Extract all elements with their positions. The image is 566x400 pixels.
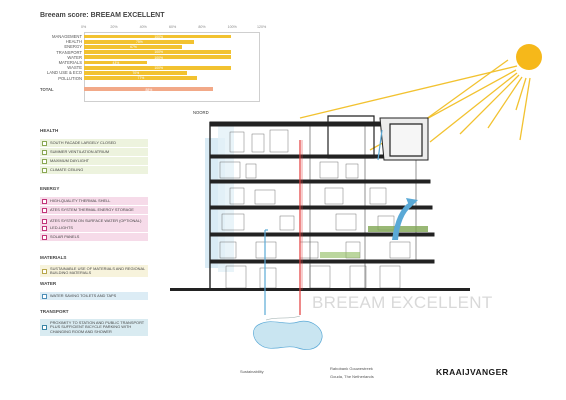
section-heading-energy: ENERGY xyxy=(40,186,60,191)
kraaijvanger-logo: KRAAIJVANGER xyxy=(436,367,509,377)
energy-icon xyxy=(42,199,47,204)
health-icon xyxy=(42,159,47,164)
axis-tick-label: 20% xyxy=(110,25,118,29)
bar-value-label: 67% xyxy=(130,45,137,50)
category-label: MATERIALS xyxy=(58,60,82,65)
list-item xyxy=(40,265,148,277)
sun-icon xyxy=(516,44,542,70)
list-item xyxy=(40,233,148,241)
materials-icon xyxy=(42,269,47,274)
list-item-label: SUSTAINABLE USE OF MATERIALS AND REGIONAL BUILDING MATERIALS xyxy=(50,265,146,275)
list-item-label: WATER SAVING TOILETS AND TAPS xyxy=(50,292,117,298)
category-label: HEALTH xyxy=(65,39,82,45)
axis-tick-label: 120% xyxy=(257,25,267,29)
list-item-label: LED-LIGHTS xyxy=(50,224,73,230)
list-item xyxy=(40,206,148,214)
north-label: NOORD xyxy=(193,110,209,115)
section-heading-health: HEALTH xyxy=(40,128,59,133)
category-label: POLLUTION xyxy=(58,75,82,81)
list-item xyxy=(40,139,148,147)
bar-value-label: 100% xyxy=(154,55,164,60)
health-icon xyxy=(42,168,47,173)
list-item xyxy=(40,197,148,205)
list-item xyxy=(40,157,148,165)
list-item xyxy=(40,148,148,156)
list-item xyxy=(40,292,148,300)
list-item-label: PROXIMITY TO STATION AND PUBLIC TRANSPORT PLUS SUFFICIENT BICYCLE PARKING WITH CHANGING ROOM AND SHOWER xyxy=(50,320,145,334)
list-item-label: SOLAR PANELS xyxy=(50,233,80,239)
health-icon xyxy=(42,141,47,146)
bar-value-label: 43% xyxy=(112,60,120,65)
axis-tick-label: 80% xyxy=(198,25,206,29)
axis-tick-label: 60% xyxy=(169,25,177,29)
transport-icon xyxy=(42,325,47,330)
section-heading-materials: MATERIALS xyxy=(40,255,67,260)
chart-title: Breeam score: BREEAM EXCELLENT xyxy=(40,12,165,19)
list-item xyxy=(40,224,148,232)
bar-value-label: 75% xyxy=(136,40,143,44)
footer-location: Gouda, The Netherlands xyxy=(330,374,374,379)
total-label: TOTAL xyxy=(40,86,54,92)
axis-tick-label: 100% xyxy=(227,25,237,29)
footer-project: Rabobank Gouwestreek xyxy=(330,366,373,371)
list-item xyxy=(40,166,148,174)
health-icon xyxy=(42,150,47,155)
list-item xyxy=(40,319,148,336)
axis-tick-label: 0% xyxy=(81,25,87,29)
total-value-label: 88% xyxy=(145,87,153,92)
category-label: MANAGEMENT xyxy=(51,34,82,39)
footer-category: Sustainability xyxy=(240,369,264,374)
bar-value-label: 77% xyxy=(137,76,145,81)
list-item-label: SUMMER VENTILATION ATRIUM xyxy=(50,148,110,154)
section-heading-transport: TRANSPORT xyxy=(40,309,69,314)
category-label: ENERGY xyxy=(64,44,82,50)
energy-icon xyxy=(42,226,47,231)
breeam-headline: BREEAM EXCELLENT xyxy=(312,293,493,312)
list-item-label: MAXIMUM DAYLIGHT xyxy=(50,157,90,163)
category-label: WATER xyxy=(67,54,82,60)
category-label: TRANSPORT xyxy=(56,49,82,55)
ground-line xyxy=(170,288,470,291)
groundwater-icon xyxy=(253,321,322,349)
list-item-label: CLIMATE CEILING xyxy=(50,166,84,172)
category-label: WASTE xyxy=(67,65,82,71)
category-label: LAND USE & ECO xyxy=(46,70,82,76)
building-section-diagram xyxy=(160,30,560,365)
list-item-label: ATES SYSTEM ON SURFACE WATER (OPTIONAL) xyxy=(50,217,142,223)
bar-value-label: 100% xyxy=(154,66,164,70)
bar-value-label: 100% xyxy=(154,50,164,55)
axis-tick-label: 40% xyxy=(139,25,147,29)
list-item-label: ATES SYSTEM THERMAL ENERGY STORAGE xyxy=(50,206,134,212)
green-roof xyxy=(320,226,428,258)
section-heading-water: WATER xyxy=(40,281,57,286)
list-item-label: SOUTH FACADE LARGELY CLOSED xyxy=(50,139,117,145)
list-item-label: HIGH-QUALITY THERMAL SHELL xyxy=(50,197,111,203)
water-icon xyxy=(42,294,47,299)
energy-icon xyxy=(42,235,47,240)
bar-value-label: 100% xyxy=(154,34,164,39)
energy-icon xyxy=(42,219,47,224)
bar-value-label: 70% xyxy=(132,71,140,76)
energy-icon xyxy=(42,208,47,213)
